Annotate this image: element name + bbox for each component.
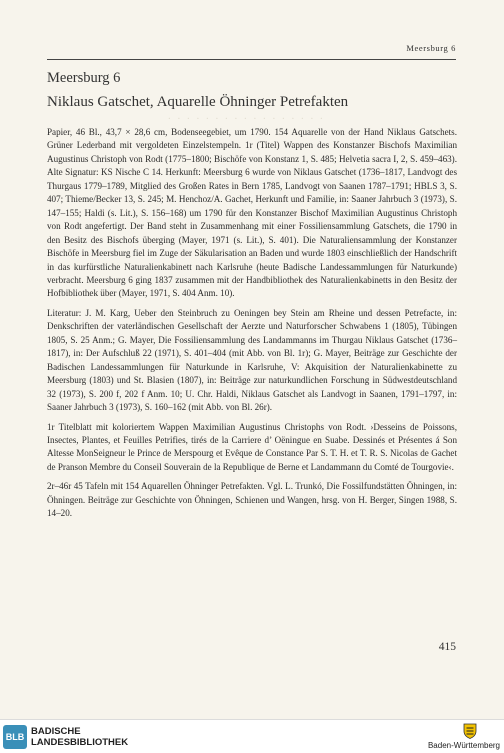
description-paragraph: Papier, 46 Bl., 43,7 × 28,6 cm, Bodenseegebiet, um 1790. 154 Aquarelle von der Hand Niklaus Gatschets. Grüner Lederband mit vergoldeten Einzelstempeln. 1r (Titel) Wappen des Konstanzer Bischofs Maximilian Augustinus Christoph von Rodt (1775–1800; Bischöfe von Konstanz 1, S. 485; Helvetia sacra I, 2, S. 459–463). Alte Signatur: KS Nische C 14. Herkunft: Meersburg 6 wurde von Niklaus Gatschet (1736–1817, Landvogt des Thurgaus 1779–1789, Mitglied des Großen Rates in Bern 1785, Landvogt von Saanen 1787–1791; HBLS 3, S. 407; Thieme/Becker 13, S. 245; M. Henchoz/A. Gachet, Herkunft und Familie, in: Saaner Jahrbuch 3 (1973), S. 147–155; Haldi (s. Lit.), S. 156–168) um 1790 für den Konstanzer Bischof Maximilian Augustinus Christoph von Rodt angefertigt. Der Band steht in Zusammenhang mit einer Fossiliensammlung Gatschets, die 1790 in den Besitz des Bischofs überging (Mayer, 1971 (s. Lit.), S. 401). Die Naturaliensammlung der Konstanzer Bischöfe in Meersburg fiel im Zuge der Säkularisation an Baden und wurde 1803 einschließlich der Handschrift in das kurfürstliche Naturalienkabinett nach Karlsruhe (heute Badische Landessammlungen für Naturkunde) verbracht. Meersburg 6 ging 1837 zusammen mit der Handbibliothek des Naturalienkabinetts in den Besitz der Hofbibliothek über (Mayer, 1971, S. 404 Anm. 10). — [47, 127, 457, 299]
section-title: Meersburg 6 — [47, 70, 121, 86]
library-name-line2: LANDESBIBLIOTHEK — [31, 737, 129, 748]
body-text — [47, 126, 457, 527]
plates-paragraph: 2r–46r 45 Tafeln mit 154 Aquarellen Öhninger Petrefakten. Vgl. L. Trunkó, Die Fossilfundstätten Öhningen, in: Öhningen. Beiträge zur Geschichte von Öhningen, Schienen und Wangen, hrsg. von H. Berger, Singen 1988, S. 14–20. — [47, 481, 457, 519]
page-number: 415 — [438, 641, 456, 653]
article-title: Niklaus Gatschet, Aquarelle Öhninger Petrefakten — [47, 94, 349, 110]
state-crest-icon — [463, 723, 477, 739]
running-head: Meersburg 6 — [406, 43, 456, 53]
blb-logo-icon[interactable]: BLB — [3, 725, 27, 749]
literature-paragraph: Literatur: J. M. Karg, Ueber den Steinbruch zu Oeningen bey Stein am Rheine und dessen Petrefacte, in: Denkschriften der vaterländischen Gesellschaft der Aerzte und Naturforscher Schwabens 1 (1805), Tübingen 1805, S. 25 Anm.; G. Mayer, Die Fossiliensammlung des Landammanns im Thurgau Niklaus Gatschet (1736–1817), in: Der Aufschluß 22 (1971), S. 401–404 (mit Abb. von Bl. 1r); G. Mayer, Beiträge zur Geschichte der Badischen Landessammlungen für Naturkunde in Karlsruhe, V: Akquisition der Naturalienkabinette zu Meersburg (1803) und St. Blasien (1807), in: Beiträge zur naturkundlichen Forschung in Südwestdeutschland 32 (1973), S. 200 f, 202 f Anm. 10; U. Chr. Haldi, Niklaus Gatschet als Landvogt in Saanen, 1791–1797, in: Saaner Jahrbuch 3 (1973), S. 160–162 (mit Abb. von Bl. 26r). — [47, 307, 457, 413]
show-through-text: . . . . . . . . . . . . . . . . . — [168, 110, 325, 122]
footer-bar — [0, 719, 504, 753]
state-name[interactable]: Baden-Württemberg — [427, 741, 500, 750]
title-leaf-paragraph: 1r Titelblatt mit koloriertem Wappen Maximilian Augustinus Christophs von Rodt. ›Desseins de Poissons, Insectes, Plantes, et Feuilles Petrifies, tirés de la Carriere d’ Oëningue en Suabe. Dessinés et Présentes á Son Altesse MonSeigneur le Prince de Merspourg et Evêque de Constance Par S. T. H. et T. R. S. Nicolas de Gachet de Pranson Membre du Conseil Souverain de la Republique de Berne et Landammann du Comté de Tourgovie‹. — [47, 421, 457, 472]
library-name-line1: BADISCHE — [31, 726, 81, 737]
header-rule — [47, 59, 456, 60]
library-name[interactable] — [31, 726, 128, 748]
